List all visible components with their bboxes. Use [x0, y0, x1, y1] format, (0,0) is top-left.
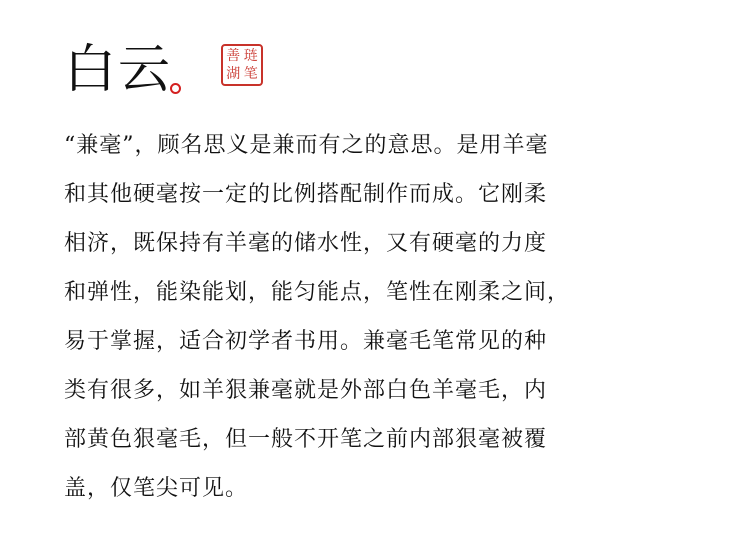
seal-char: 笔 — [243, 65, 258, 82]
article-line: 相济，既保持有羊毫的储水性，又有硬毫的力度 — [64, 231, 548, 256]
article-line: 和弹性，能染能划，能匀能点，笔性在刚柔之间， — [64, 280, 571, 305]
seal-char: 善 — [226, 48, 241, 64]
article-body — [64, 121, 664, 513]
article-line: 和其他硬毫按一定的比例搭配制作而成。它刚柔 — [64, 182, 548, 207]
article-line: 盖，仅笔尖可见。 — [64, 476, 249, 501]
seal-char: 湖 — [226, 65, 241, 82]
title-dot-icon — [170, 83, 181, 94]
article-line: 易于掌握，适合初学者书用。兼毫毛笔常见的种 — [64, 329, 548, 354]
title-row — [64, 30, 181, 100]
page-title: 白云 — [64, 40, 173, 100]
article-line: 类有很多，如羊狠兼毫就是外部白色羊毫毛，内 — [64, 378, 548, 403]
seal-stamp — [221, 44, 263, 86]
article-line: 部黄色狠毫毛，但一般不开笔之前内部狠毫被覆 — [64, 427, 548, 452]
article-line: “兼毫”，顾名思义是兼而有之的意思。是用羊毫 — [64, 133, 549, 158]
seal-char: 琏 — [243, 48, 258, 64]
